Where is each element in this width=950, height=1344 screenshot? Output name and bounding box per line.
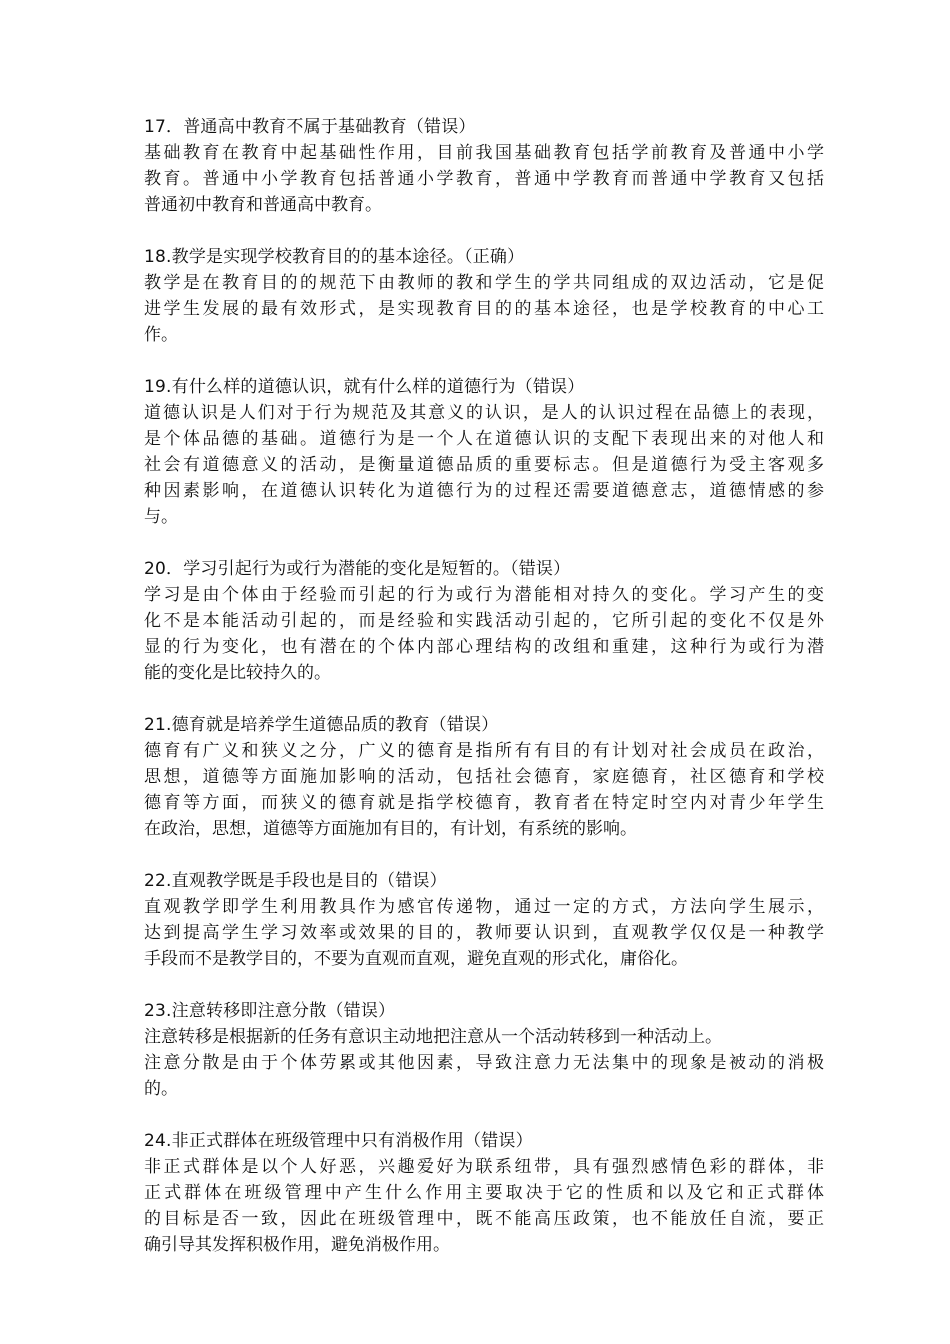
text-line: 确引导其发挥积极作用，避免消极作用。 [144,1235,450,1255]
question-title: 18.教学是实现学校教育目的的基本途径。（正确） [144,247,525,267]
question-title: 19.有什么样的道德认识，就有什么样的道德行为（错误） [144,377,585,397]
question-title: 24.非正式群体在班级管理中只有消极作用（错误） [144,1131,533,1151]
text-line: 教育。普通中小学教育包括普通小学教育，普通中学教育而普通中学教育又包括 [144,169,824,189]
answer-explanation [144,1154,824,1258]
text-line: 达到提高学生学习效率或效果的目的，教师要认识到，直观教学仅仅是一种教学 [144,923,824,943]
text-line: 显的行为变化，也有潜在的个体内部心理结构的改组和重建，这种行为或行为潜 [144,637,824,657]
text-line: 与。 [144,507,178,527]
question-item-24 [144,1128,824,1258]
text-line: 德育有广义和狭义之分，广义的德育是指所有有目的有计划对社会成员在政治， [144,741,824,761]
question-item-17 [144,114,824,218]
question-item-22 [144,868,824,972]
text-line: 非正式群体是以个人好恶，兴趣爱好为联系纽带，具有强烈感情色彩的群体，非 [144,1157,824,1177]
question-title: 23.注意转移即注意分散（错误） [144,1001,396,1021]
text-line: 的目标是否一致，因此在班级管理中，既不能高压政策，也不能放任自流，要正 [144,1209,824,1229]
text-line: 德育等方面，而狭义的德育就是指学校德育，教育者在特定时空内对青少年学生 [144,793,824,813]
text-line: 能的变化是比较持久的。 [144,663,331,683]
text-line: 正式群体在班级管理中产生什么作用主要取决于它的性质和以及它和正式群体 [144,1183,824,1203]
question-title: 20．学习引起行为或行为潜能的变化是短暂的。（错误） [144,559,571,579]
text-line: 思想，道德等方面施加影响的活动，包括社会德育，家庭德育，社区德育和学校 [144,767,824,787]
document-page [144,114,824,1284]
question-title: 22.直观教学既是手段也是目的（错误） [144,871,447,891]
question-item-21 [144,712,824,842]
question-item-20 [144,556,824,686]
text-line: 注意分散是由于个体劳累或其他因素，导致注意力无法集中的现象是被动的消极 [144,1053,824,1073]
text-line: 道德认识是人们对于行为规范及其意义的认识，是人的认识过程在品德上的表现， [144,403,824,423]
text-line: 的。 [144,1079,178,1099]
text-line: 作。 [144,325,178,345]
text-line: 学习是由个体由于经验而引起的行为或行为潜能相对持久的变化。学习产生的变 [144,585,824,605]
text-line: 基础教育在教育中起基础性作用，目前我国基础教育包括学前教育及普通中小学 [144,143,824,163]
answer-explanation [144,270,824,348]
text-line: 种因素影响，在道德认识转化为道德行为的过程还需要道德意志，道德情感的参 [144,481,824,501]
answer-explanation [144,894,824,972]
text-line: 社会有道德意义的活动，是衡量道德品质的重要标志。但是道德行为受主客观多 [144,455,824,475]
answer-explanation [144,582,824,686]
text-line: 直观教学即学生利用教具作为感官传递物，通过一定的方式，方法向学生展示， [144,897,824,917]
question-title: 21.德育就是培养学生道德品质的教育（错误） [144,715,499,735]
answer-explanation [144,400,824,530]
text-line: 手段而不是教学目的，不要为直观而直观，避免直观的形式化，庸俗化。 [144,949,688,969]
text-line: 化不是本能活动引起的，而是经验和实践活动引起的，它所引起的变化不仅是外 [144,611,824,631]
question-item-18 [144,244,824,348]
answer-explanation [144,140,824,218]
question-item-19 [144,374,824,530]
text-line: 在政治，思想，道德等方面施加有目的，有计划，有系统的影响。 [144,819,637,839]
text-line: 是个体品德的基础。道德行为是一个人在道德认识的支配下表现出来的对他人和 [144,429,824,449]
text-line: 普通初中教育和普通高中教育。 [144,195,382,215]
text-line: 教学是在教育目的的规范下由教师的教和学生的学共同组成的双边活动，它是促 [144,273,824,293]
text-line: 进学生发展的最有效形式，是实现教育目的的基本途径，也是学校教育的中心工 [144,299,824,319]
text-line: 注意转移是根据新的任务有意识主动地把注意从一个活动转移到一种活动上。 [144,1027,722,1047]
question-item-23 [144,998,824,1102]
question-title: 17．普通高中教育不属于基础教育（错误） [144,117,476,137]
answer-explanation [144,1024,824,1102]
answer-explanation [144,738,824,842]
